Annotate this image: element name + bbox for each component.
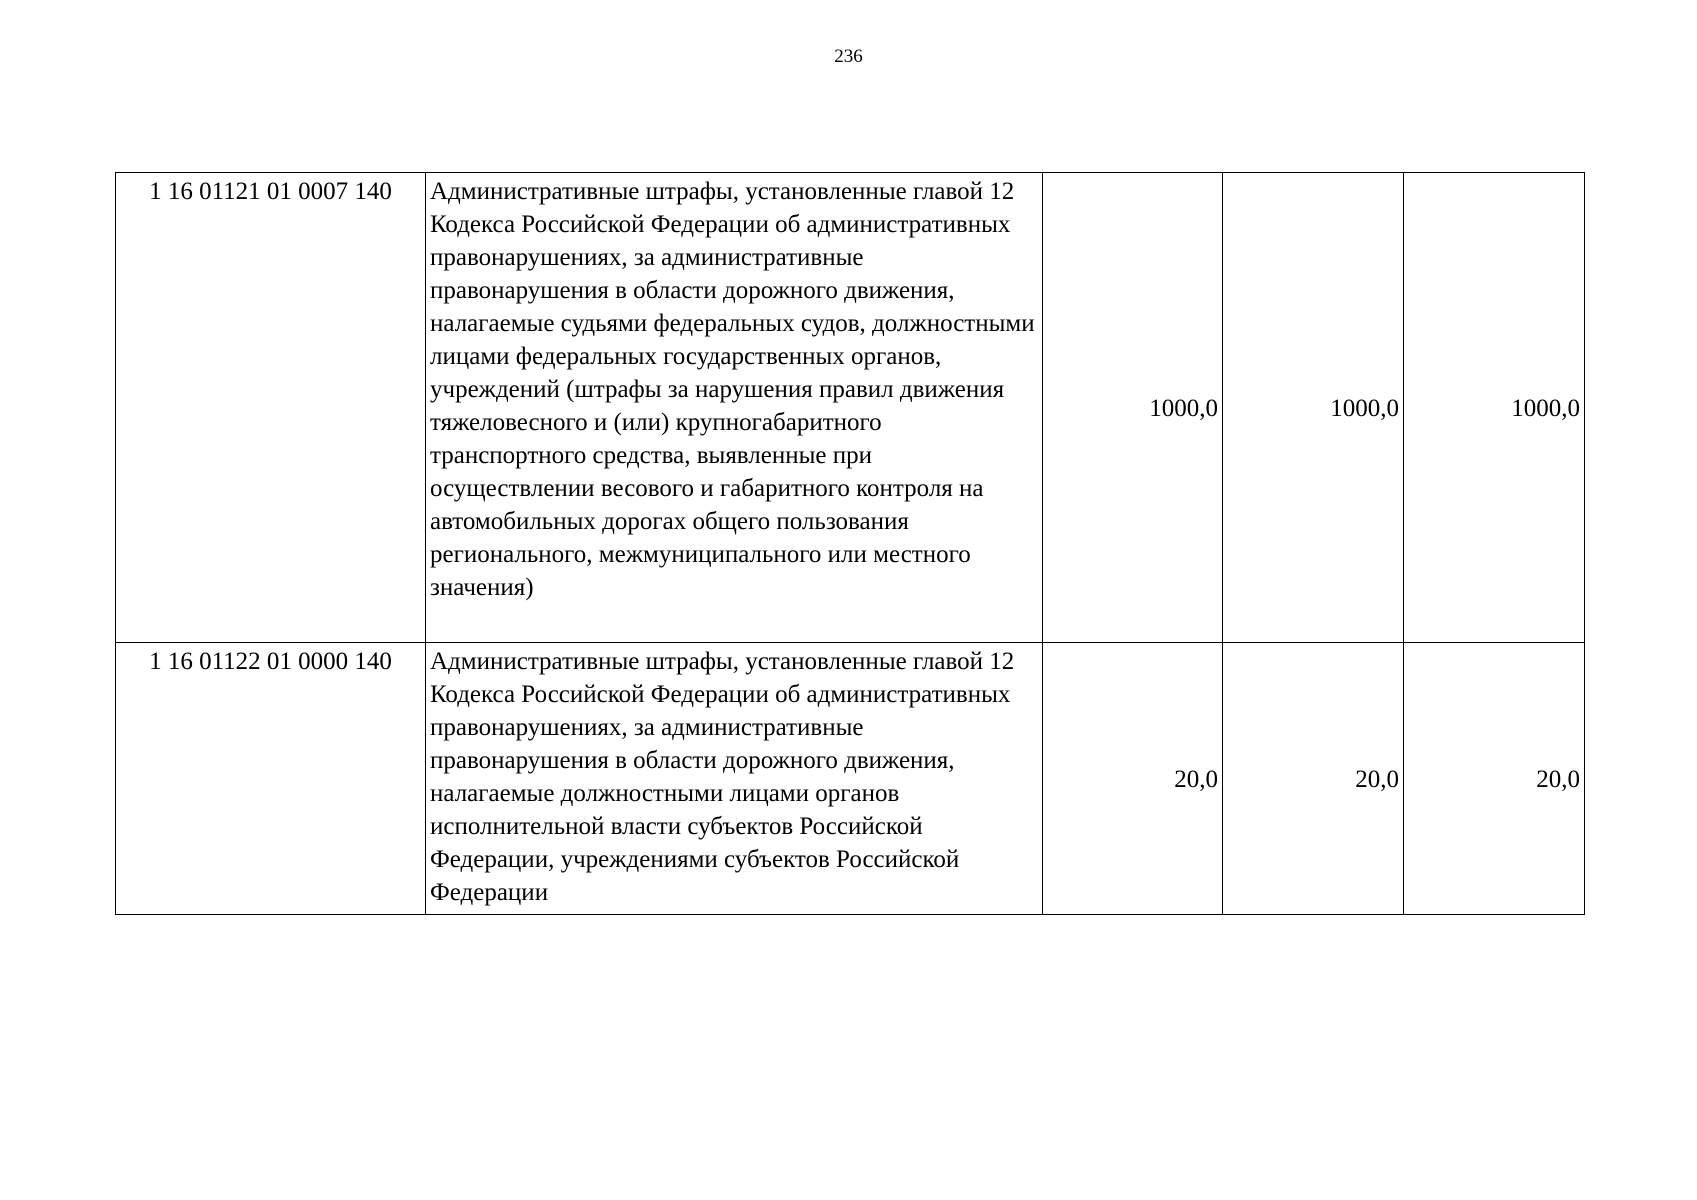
description-cell: Административные штрафы, установленные главой 12 Кодекса Российской Федерации об административных правонарушениях, за административные правонарушения в области дорожного движения, налагаемые должностными лицами органов исполнительной власти субъектов Российской Федерации, учреждениями субъектов Российской Федерации xyxy=(426,643,1043,915)
table-row xyxy=(116,643,1585,915)
page-number: 236 xyxy=(834,46,863,67)
amount-cell: 1000,0 xyxy=(1404,173,1585,643)
amount-cell: 1000,0 xyxy=(1223,173,1404,643)
budget-code-cell: 1 16 01122 01 0000 140 xyxy=(116,643,426,915)
budget-code-cell: 1 16 01121 01 0007 140 xyxy=(116,173,426,643)
description-cell: Административные штрафы, установленные главой 12 Кодекса Российской Федерации об административных правонарушениях, за административные правонарушения в области дорожного движения, налагаемые судьями федеральных судов, должностными лицами федеральных государственных органов, учреждений (штрафы за нарушения правил движения тяжеловесного и (или) крупногабаритного транспортного средства, выявленные при осуществлении весового и габаритного контроля на автомобильных дорогах общего пользования регионального, межмуниципального или местного значения) xyxy=(426,173,1043,643)
amount-cell: 20,0 xyxy=(1223,643,1404,915)
amount-cell: 1000,0 xyxy=(1043,173,1223,643)
amount-cell: 20,0 xyxy=(1043,643,1223,915)
table-row xyxy=(116,173,1585,643)
amount-cell: 20,0 xyxy=(1404,643,1585,915)
budget-revenue-table xyxy=(115,172,1585,915)
